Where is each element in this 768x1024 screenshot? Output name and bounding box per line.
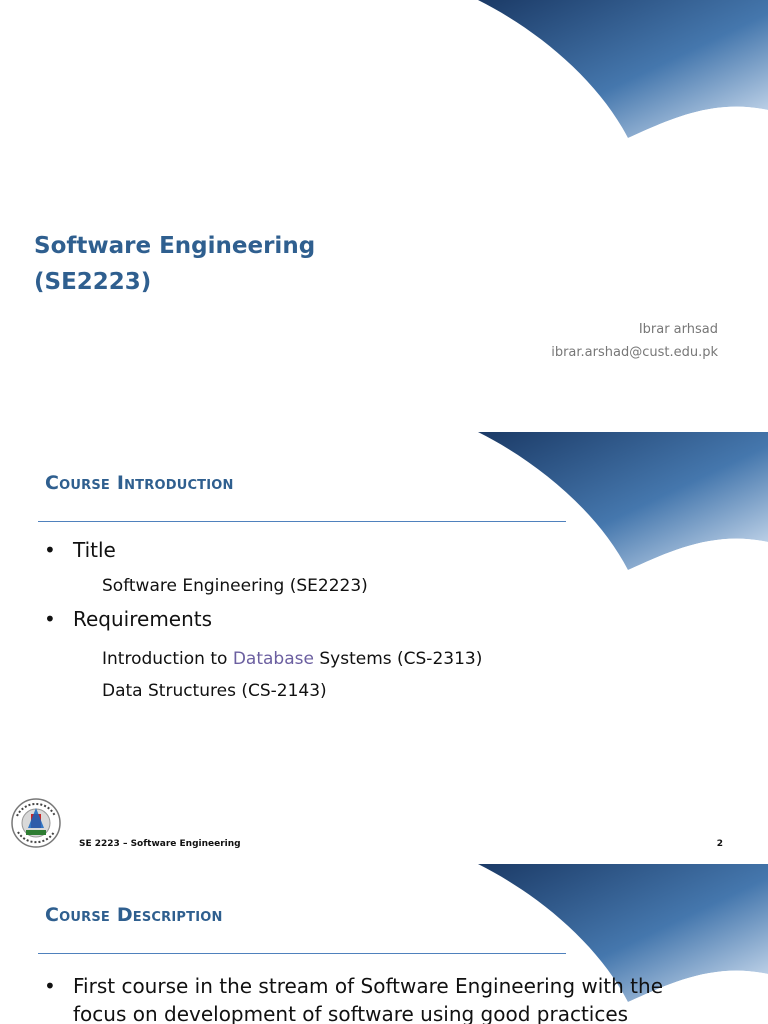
bullet-title [44, 538, 116, 562]
footer-course-label: SE 2223 – Software Engineering [79, 839, 241, 849]
bullet-icon: • [44, 974, 56, 998]
description-line-1: First course in the stream of Software Engineering with the [73, 974, 663, 998]
slide-heading: Course Description [45, 904, 223, 926]
requirement-item [102, 649, 482, 669]
heading-divider [38, 953, 566, 954]
course-description-slide [0, 864, 768, 1024]
author-name: Ibrar arhsad [638, 322, 718, 337]
title-line-1: Software Engineering [34, 233, 316, 259]
bullet-icon: • [44, 607, 56, 631]
req-text-before: Introduction to [102, 649, 233, 669]
bullet-requirements [44, 607, 212, 631]
bullet-icon: • [44, 538, 56, 562]
req-text-after: Systems (CS-2313) [313, 649, 483, 669]
requirement-item: Data Structures (CS-2143) [102, 681, 327, 701]
description-line-2: focus on development of software using good practices [73, 1002, 629, 1024]
course-introduction-slide [0, 432, 768, 864]
page-curl-decoration [478, 0, 768, 140]
heading-divider [38, 521, 566, 522]
page-curl-decoration [478, 432, 768, 572]
description-bullet [44, 972, 704, 1024]
author-email[interactable]: ibrar.arshad@cust.edu.pk [551, 345, 718, 360]
slide-number: 2 [716, 839, 723, 849]
author-block [551, 318, 718, 364]
title-slide [0, 0, 768, 432]
slide-heading: Course Introduction [45, 472, 234, 494]
bullet-label: Title [73, 538, 116, 562]
bullet-label: Requirements [73, 607, 213, 631]
title-line-2: (SE2223) [34, 269, 152, 295]
presentation-title [34, 228, 315, 300]
database-link[interactable]: Database [232, 649, 314, 669]
sub-item: Software Engineering (SE2223) [102, 576, 368, 596]
university-seal-logo [10, 796, 62, 850]
